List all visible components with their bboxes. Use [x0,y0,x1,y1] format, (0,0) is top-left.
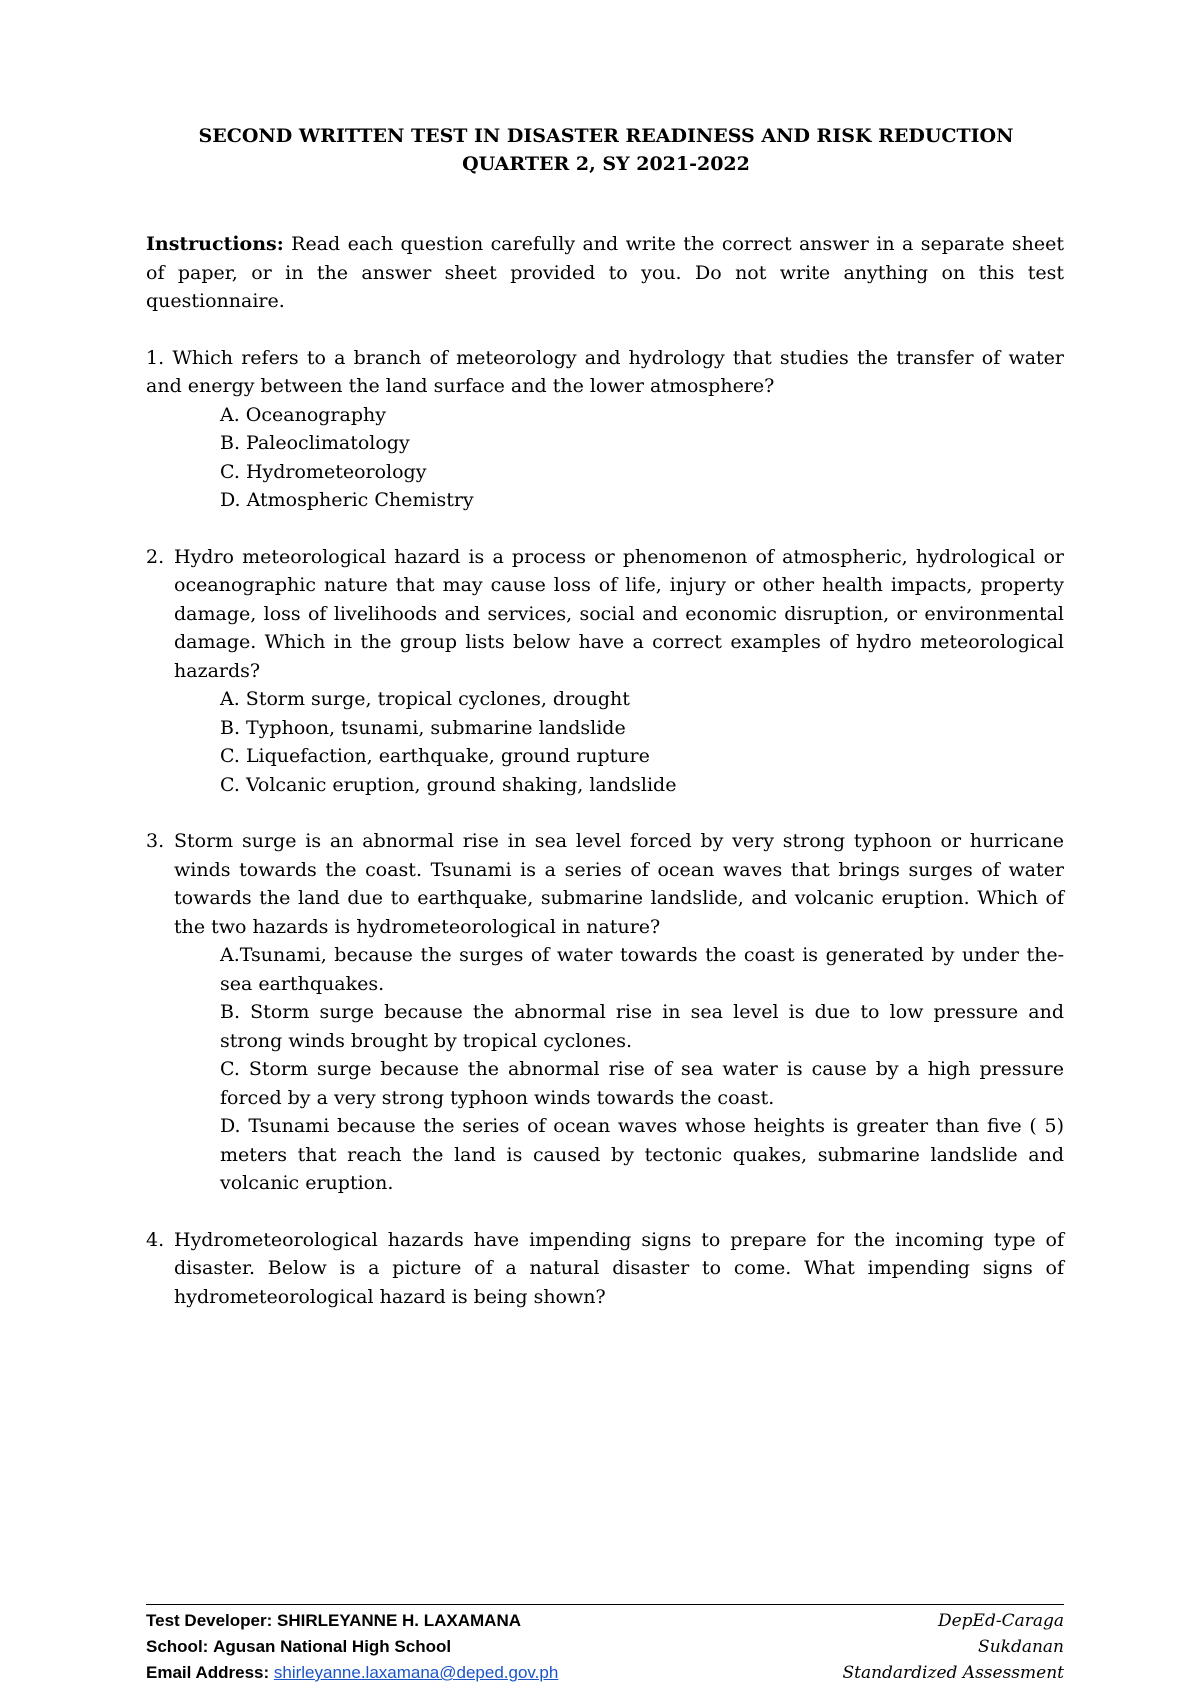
developer-name: SHIRLEYANNE H. LAXAMANA [277,1611,522,1630]
org-line-3: Standardized Assessment [842,1663,1064,1683]
org-line-2: Sukdanan [978,1637,1064,1657]
footer-developer-info [146,1608,558,1686]
school-label: School: [146,1637,209,1656]
option: D. Atmospheric Chemistry [220,489,474,511]
option: C. Liquefaction, earthquake, ground rupture [220,745,650,767]
footer-developer [146,1608,558,1634]
option: C. Hydrometeorology [220,460,427,483]
school-name: Agusan National High School [213,1637,452,1656]
org-line-1: DepEd-Caraga [937,1611,1064,1631]
option: B. Storm surge because the abnormal rise in sea level is due to low pressure and strong winds brought by tropical cyclones. [220,1001,1064,1052]
option: B. Typhoon, tsunami, submarine landslide [220,716,626,739]
option: C. Volcanic eruption, ground shaking, landslide [220,773,677,796]
option: B. Paleoclimatology [220,432,410,454]
footer-divider [146,1604,1064,1605]
option: A.Tsunami, because the surges of water towards the coast is generated by under the-sea earthquakes. [220,944,1064,995]
footer-organization [842,1608,1064,1686]
email-link[interactable]: shirleyanne.laxamana@deped.gov.ph [273,1663,559,1682]
instructions-label: Instructions: [146,233,284,255]
footer-school [146,1634,558,1660]
option: D. Tsunami because the series of ocean waves whose heights is greater than five ( 5) meters that reach the land is caused by tectonic quakes, submarine landslide and volcanic eruption. [220,1115,1064,1194]
question-2 [146,543,1064,800]
developer-label: Test Developer: [146,1611,273,1630]
instructions [146,230,1064,316]
page-subtitle: QUARTER 2, SY 2021-2022 [462,153,750,175]
footer-email [146,1660,558,1686]
question-2-options [174,685,1064,799]
question-1 [146,344,1064,515]
question-body: Which refers to a branch of meteorology and hydrology that studies the transfer of water and energy between the land surface and the lower atmosphere? [146,346,1064,397]
instructions-text: Read each question carefully and write the correct answer in a separate sheet of paper, or in the answer sheet provided to you. Do not write anything on this test questionnaire. [146,233,1064,312]
option: A. Storm surge, tropical cyclones, drought [220,688,630,710]
question-4 [146,1226,1064,1312]
option: A. Oceanography [220,403,386,426]
question-1-text [146,344,1064,401]
question-3-text: Storm surge is an abnormal rise in sea level forced by very strong typhoon or hurricane winds towards the coast. Tsunami is a series of ocean waves that brings surges of water towards the land due to earthquake, submarine landslide, and volcanic eruption. Which of the two hazards is hydrometeorological in nature? [174,830,1064,938]
test-content [146,230,1064,1339]
question-3 [146,827,1064,1198]
email-label: Email Address: [146,1663,270,1682]
question-number: 1. [146,346,165,369]
question-number: 2. [146,545,165,568]
question-4-text: Hydrometeorological hazards have impending signs to prepare for the incoming type of disaster. Below is a picture of a natural disaster to come. What impending signs of hydrometeorological hazard is being shown? [174,1228,1064,1308]
question-number: 4. [146,1228,165,1251]
question-2-text: Hydro meteorological hazard is a process or phenomenon of atmospheric, hydrological or oceanographic nature that may cause loss of life, injury or other health impacts, property damage, loss of livelihoods and services, social and economic disruption, or environmental damage. Which in the group lists below have a correct examples of hydro meteorological hazards? [174,545,1064,682]
option: C. Storm surge because the abnormal rise of sea water is cause by a high pressure forced by a very strong typhoon winds towards the coast. [220,1058,1064,1109]
question-1-options [146,401,1064,515]
page-title: SECOND WRITTEN TEST IN DISASTER READINESS AND RISK REDUCTION [198,125,1014,147]
question-3-options [174,941,1064,1198]
question-number: 3. [146,830,165,852]
